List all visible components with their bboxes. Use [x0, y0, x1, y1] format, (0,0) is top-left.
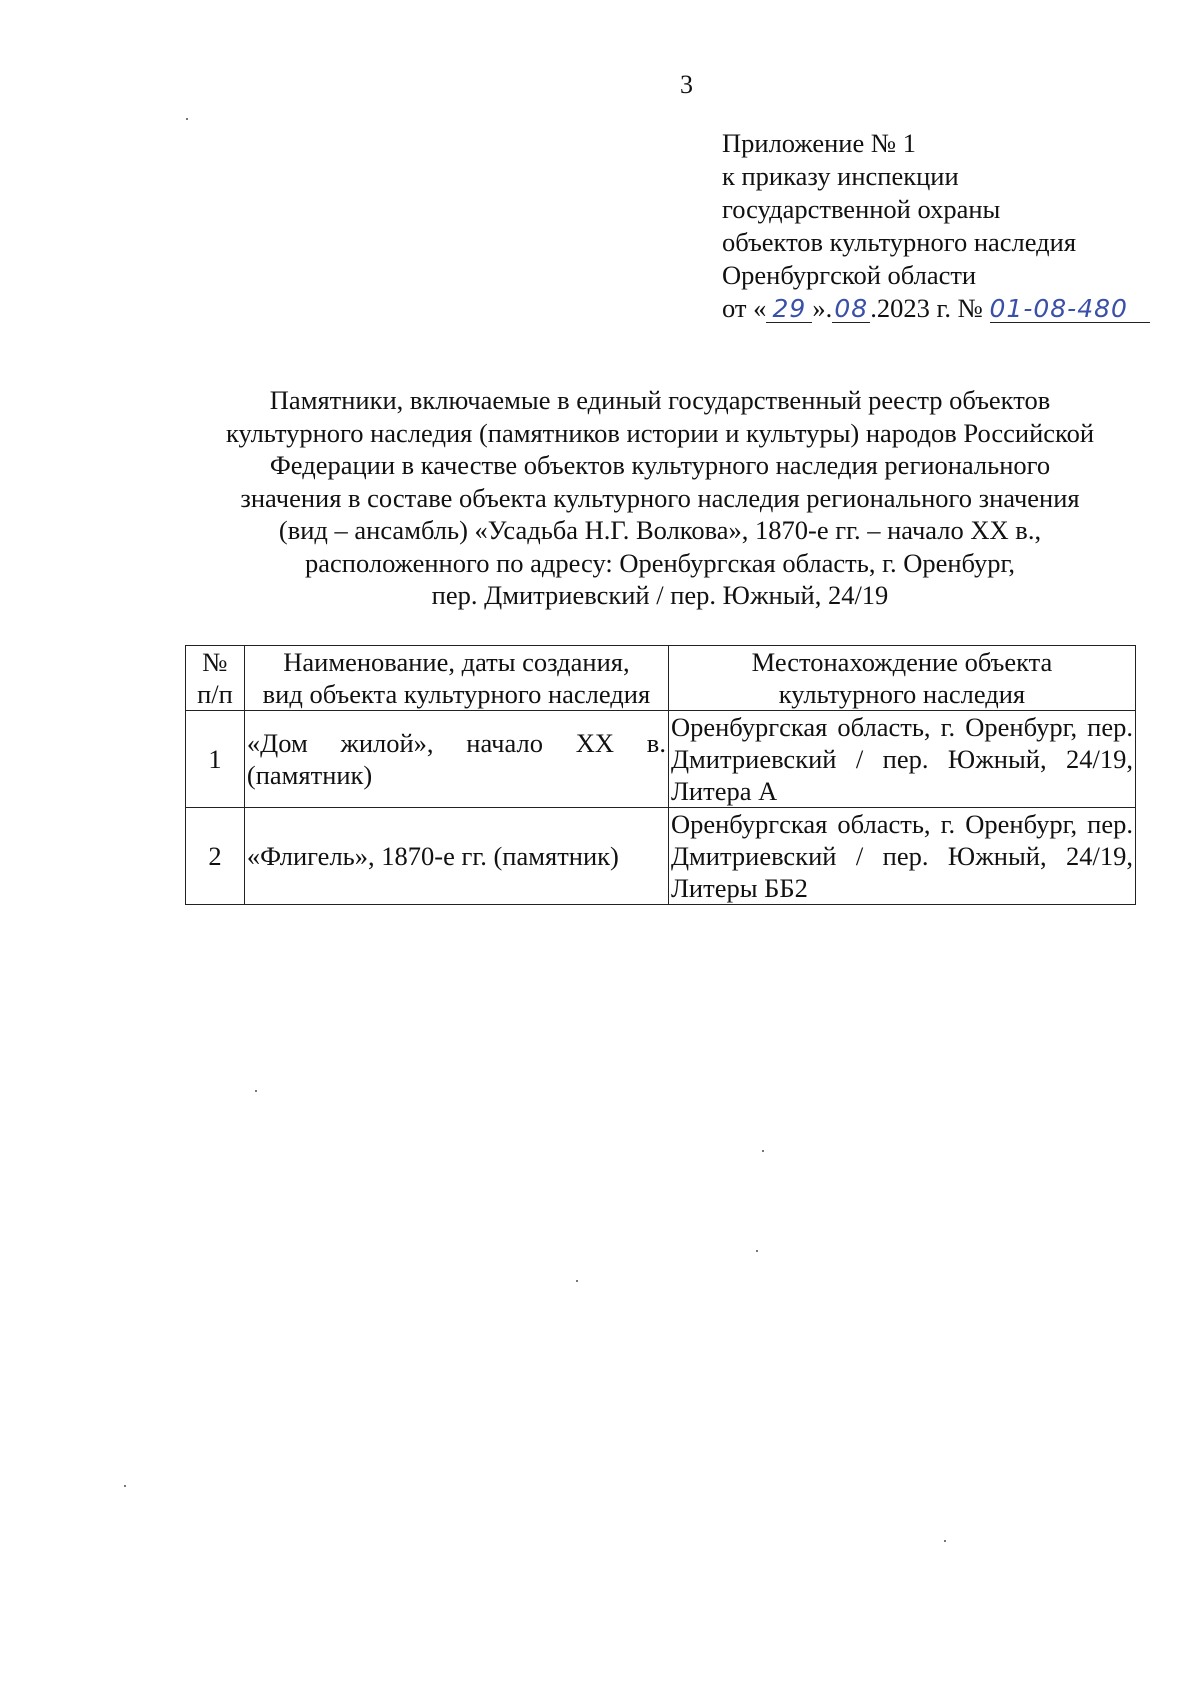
- scan-speck: [255, 1090, 257, 1092]
- header-location-line2: культурного наследия: [778, 679, 1026, 709]
- row-number: 1: [186, 711, 245, 808]
- scan-speck: [756, 1250, 758, 1252]
- order-date-line: [722, 292, 1150, 325]
- scan-speck: [576, 1280, 578, 1282]
- date-day-handwritten: 29: [772, 294, 807, 323]
- scan-speck: [762, 1150, 764, 1152]
- table-row: [186, 808, 1136, 905]
- header-number-line1: №: [202, 647, 228, 677]
- date-month-handwritten: 08: [834, 294, 869, 323]
- appendix-line: к приказу инспекции: [722, 161, 959, 191]
- appendix-line: Приложение № 1: [722, 128, 917, 158]
- row-number: 2: [186, 808, 245, 905]
- heritage-objects-table: [185, 645, 1136, 905]
- row-location: Оренбургская область, г. Оренбург, пер. Дмитриевский / пер. Южный, 24/19, Литеры ББ2: [668, 808, 1135, 905]
- date-year: .2023 г. №: [870, 293, 983, 323]
- header-name: [244, 646, 668, 711]
- page-number: 3: [680, 70, 693, 99]
- appendix-line: государственной охраны: [722, 194, 1001, 224]
- appendix-line: объектов культурного наследия: [722, 227, 1077, 257]
- row-location: Оренбургская область, г. Оренбург, пер. Дмитриевский / пер. Южный, 24/19, Литера А: [668, 711, 1135, 808]
- scan-speck: [124, 1485, 126, 1487]
- date-separator: ».: [812, 293, 833, 323]
- header-name-line1: Наименование, даты создания,: [283, 647, 630, 677]
- heading-line: значения в составе объекта культурного наследия регионального значения: [240, 482, 1080, 513]
- scan-speck: [186, 118, 188, 120]
- row-name: «Флигель», 1870-е гг. (памятник): [244, 808, 668, 905]
- heading-line: культурного наследия (памятников истории и культуры) народов Российской: [225, 417, 1095, 448]
- table-row: [186, 711, 1136, 808]
- date-month-field: [832, 295, 870, 323]
- date-prefix: от «: [722, 293, 767, 323]
- header-location: [668, 646, 1135, 711]
- scan-speck: [944, 1540, 946, 1542]
- row-name: «Дом жилой», начало XX в. (памятник): [244, 711, 668, 808]
- header-number-line2: п/п: [197, 679, 233, 709]
- heading-line: расположенного по адресу: Оренбургская область, г. Оренбург,: [304, 547, 1016, 578]
- heading-line: Памятники, включаемые в единый государственный реестр объектов: [269, 385, 1051, 415]
- order-number-handwritten: 01-08-480: [989, 294, 1128, 323]
- header-number: [186, 646, 245, 711]
- appendix-line: Оренбургской области: [722, 260, 977, 290]
- appendix-block: [722, 127, 1150, 325]
- date-day-field: [766, 295, 812, 323]
- heading-line: (вид – ансамбль) «Усадьба Н.Г. Волкова», 1870-е гг. – начало XX в.,: [278, 515, 1042, 545]
- document-heading: [160, 384, 1160, 612]
- header-location-line1: Местонахождение объекта: [751, 647, 1053, 677]
- table-header-row: [186, 646, 1136, 711]
- order-number-field: [990, 295, 1150, 323]
- header-name-line2: вид объекта культурного наследия: [262, 679, 651, 709]
- heading-line: пер. Дмитриевский / пер. Южный, 24/19: [431, 580, 889, 610]
- heading-line: Федерации в качестве объектов культурного наследия регионального: [269, 450, 1051, 480]
